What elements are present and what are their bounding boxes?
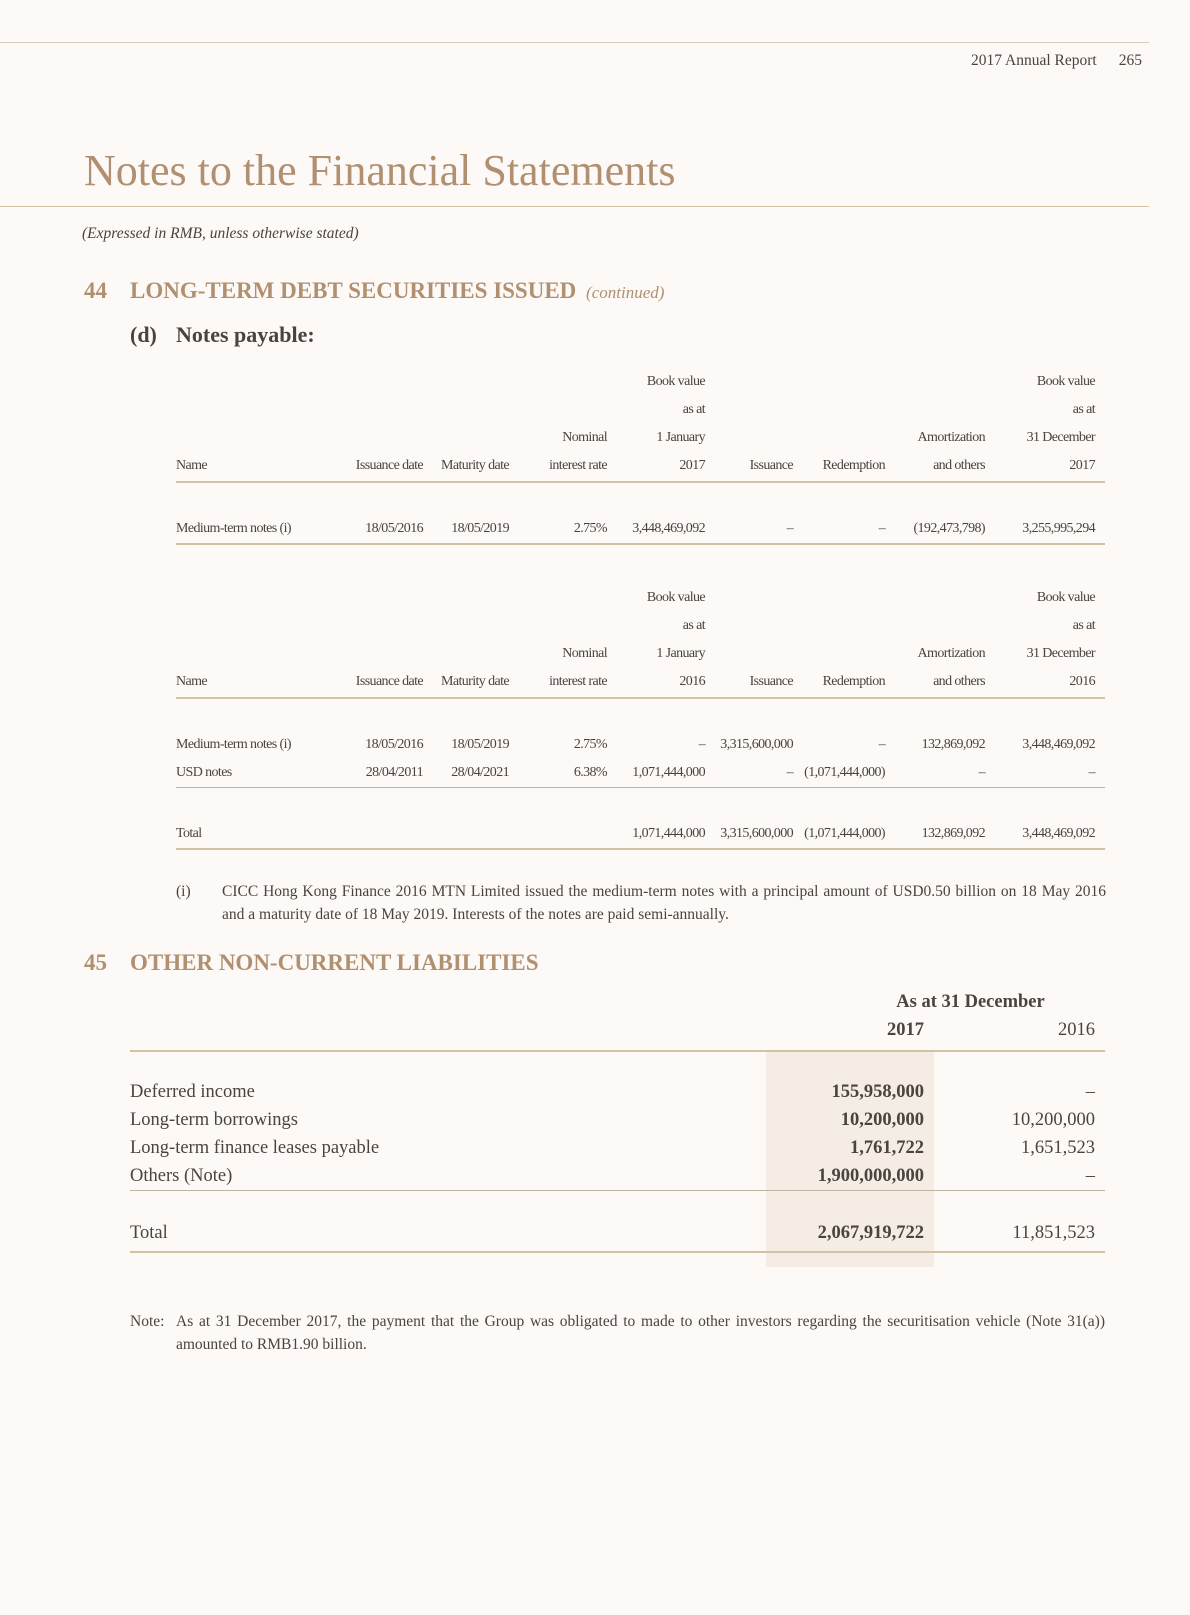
column-header: as at bbox=[682, 618, 705, 633]
table-cell: 1,071,444,000 bbox=[617, 759, 715, 788]
subsection-d-heading bbox=[130, 322, 315, 348]
column-header: Issuance bbox=[715, 446, 803, 482]
value-2017: 1,900,000,000 bbox=[766, 1162, 934, 1191]
total-label: Total bbox=[130, 1191, 766, 1253]
table-cell: 2.75% bbox=[519, 515, 617, 544]
total-cell bbox=[519, 820, 617, 849]
column-header bbox=[351, 606, 433, 634]
column-header: Maturity date bbox=[433, 662, 519, 698]
header-row bbox=[176, 390, 1105, 418]
header-row bbox=[176, 446, 1105, 482]
notes-payable-2017-table bbox=[176, 362, 1105, 545]
total-2016: 11,851,523 bbox=[934, 1191, 1105, 1253]
page-number: 265 bbox=[1118, 52, 1142, 69]
table-body bbox=[176, 482, 1105, 544]
notes-payable-2016-table bbox=[176, 578, 1105, 850]
value-2016: 1,651,523 bbox=[1021, 1137, 1095, 1158]
report-name: 2017 Annual Report bbox=[971, 52, 1097, 69]
page-header bbox=[971, 52, 1142, 70]
footnote-text: CICC Hong Kong Finance 2016 MTN Limited issued the medium-term notes with a principal amount of USD0.50 billion on 18 May 2016 and a maturity date of 18 May 2019. Interests of the notes are paid semi-annually. bbox=[222, 883, 1106, 923]
total-row bbox=[130, 1191, 1105, 1253]
total-cell: 3,315,600,000 bbox=[715, 820, 803, 849]
table-cell: – bbox=[878, 737, 885, 752]
column-header bbox=[176, 390, 351, 418]
table-cell: 18/05/2016 bbox=[365, 737, 423, 752]
footnote-i bbox=[176, 880, 1106, 926]
column-header: as at bbox=[1072, 618, 1095, 633]
title-rule bbox=[0, 206, 1149, 207]
column-header bbox=[715, 418, 803, 446]
column-header bbox=[176, 634, 351, 662]
total-cell bbox=[433, 820, 519, 849]
section-number: 45 bbox=[84, 950, 107, 975]
table-cell: 2.75% bbox=[573, 737, 607, 752]
footnote-tag: (i) bbox=[176, 883, 191, 900]
column-header bbox=[351, 634, 433, 662]
table-cell: – bbox=[698, 737, 705, 752]
section-45-heading bbox=[84, 950, 539, 976]
page-subtitle: (Expressed in RMB, unless otherwise stated) bbox=[82, 225, 359, 242]
column-header: Amortization bbox=[917, 646, 985, 661]
column-header bbox=[351, 418, 433, 446]
table-cell: (1,071,444,000) bbox=[803, 759, 895, 788]
section-44-heading bbox=[84, 278, 664, 304]
column-header bbox=[803, 578, 895, 606]
table-row bbox=[176, 515, 1105, 544]
total-cell: Total bbox=[176, 820, 351, 849]
header-row bbox=[176, 578, 1105, 606]
row-label: Deferred income bbox=[130, 1081, 255, 1102]
header-row bbox=[176, 662, 1105, 698]
column-header bbox=[803, 606, 895, 634]
table-cell: Medium-term notes (i) bbox=[176, 515, 351, 544]
column-header bbox=[176, 362, 351, 390]
column-header bbox=[176, 578, 351, 606]
header-row bbox=[176, 634, 1105, 662]
col-2016-header: 2016 bbox=[934, 1016, 1105, 1051]
column-header: Name bbox=[176, 662, 351, 698]
total-row bbox=[176, 820, 1105, 849]
table-cell: USD notes bbox=[176, 759, 351, 788]
column-header: Issuance bbox=[715, 662, 803, 698]
total-cell: (1,071,444,000) bbox=[803, 820, 895, 849]
note-text: As at 31 December 2017, the payment that the Group was obligated to made to other investors regarding the securitisation vehicle (Note 31(a)) amounted to RMB1.90 billion. bbox=[176, 1313, 1105, 1353]
column-header bbox=[176, 418, 351, 446]
column-header: Redemption bbox=[803, 662, 895, 698]
column-header: Redemption bbox=[803, 446, 895, 482]
column-header bbox=[351, 390, 433, 418]
table-cell: (192,473,798) bbox=[895, 515, 995, 544]
column-header bbox=[715, 634, 803, 662]
total-2017: 2,067,919,722 bbox=[766, 1191, 934, 1253]
table-row bbox=[176, 759, 1105, 788]
table-cell: 18/05/2019 bbox=[433, 515, 519, 544]
table-cell: 28/04/2011 bbox=[351, 759, 433, 788]
column-header: Nominal bbox=[562, 430, 607, 445]
column-header: as at bbox=[682, 402, 705, 417]
column-header bbox=[895, 362, 995, 390]
header-row bbox=[176, 606, 1105, 634]
total-cell bbox=[351, 820, 433, 849]
table-row bbox=[130, 1078, 1105, 1106]
table-cell: 3,448,469,092 bbox=[617, 515, 715, 544]
column-header: 31 December bbox=[1026, 646, 1095, 661]
column-header: 2017 bbox=[617, 446, 715, 482]
note-tag: Note: bbox=[130, 1313, 165, 1330]
col-2017-header: 2017 bbox=[766, 1016, 934, 1051]
column-header bbox=[803, 362, 895, 390]
column-header bbox=[433, 606, 519, 634]
column-header bbox=[895, 390, 995, 418]
row-label: Long-term borrowings bbox=[130, 1109, 299, 1130]
column-header bbox=[433, 418, 519, 446]
table-row bbox=[130, 1162, 1105, 1191]
row-label: Others (Note) bbox=[130, 1162, 766, 1191]
liabilities-note bbox=[130, 1310, 1105, 1356]
value-2017: 10,200,000 bbox=[840, 1109, 924, 1130]
value-2017: 155,958,000 bbox=[831, 1081, 924, 1102]
table-row bbox=[130, 1106, 1105, 1134]
column-header: Book value bbox=[646, 590, 705, 605]
value-2017: 1,761,722 bbox=[850, 1137, 924, 1158]
value-2016: – bbox=[1085, 1081, 1095, 1102]
total-cell: 1,071,444,000 bbox=[617, 820, 715, 849]
column-header: Book value bbox=[646, 374, 705, 389]
total-cell: 132,869,092 bbox=[895, 820, 995, 849]
column-header bbox=[519, 390, 617, 418]
value-2016: – bbox=[934, 1162, 1105, 1191]
column-header bbox=[803, 390, 895, 418]
column-header bbox=[715, 578, 803, 606]
column-header bbox=[715, 606, 803, 634]
column-header: Amortization bbox=[917, 430, 985, 445]
table-cell: – bbox=[995, 759, 1105, 788]
column-header bbox=[519, 362, 617, 390]
column-header: 1 January bbox=[656, 430, 705, 445]
column-header: 1 January bbox=[656, 646, 705, 661]
column-header: Issuance date bbox=[351, 662, 433, 698]
column-header bbox=[351, 362, 433, 390]
column-header: 31 December bbox=[1026, 430, 1095, 445]
table-cell: 18/05/2019 bbox=[451, 737, 509, 752]
table-header bbox=[176, 578, 1105, 698]
column-header bbox=[895, 606, 995, 634]
column-header bbox=[433, 578, 519, 606]
column-header: and others bbox=[895, 446, 995, 482]
header-row bbox=[176, 418, 1105, 446]
column-header: interest rate bbox=[519, 662, 617, 698]
table-row bbox=[176, 731, 1105, 759]
page-title: Notes to the Financial Statements bbox=[84, 146, 676, 195]
table-cell: 18/05/2016 bbox=[351, 515, 433, 544]
other-liabilities-table bbox=[130, 988, 1105, 1253]
top-rule bbox=[0, 42, 1149, 43]
column-header: Name bbox=[176, 446, 351, 482]
section-title: OTHER NON-CURRENT LIABILITIES bbox=[130, 950, 539, 975]
table-cell: – bbox=[803, 515, 895, 544]
section-title: LONG-TERM DEBT SECURITIES ISSUED bbox=[130, 278, 577, 303]
table-cell: – bbox=[895, 759, 995, 788]
column-header: Maturity date bbox=[433, 446, 519, 482]
column-header: Book value bbox=[1036, 590, 1095, 605]
as-at-header: As at 31 December bbox=[896, 991, 1045, 1012]
table-cell: – bbox=[715, 759, 803, 788]
table-cell: 28/04/2021 bbox=[433, 759, 519, 788]
column-header: Nominal bbox=[562, 646, 607, 661]
table-cell: 6.38% bbox=[519, 759, 617, 788]
continued-label: (continued) bbox=[586, 283, 665, 302]
table-cell: 3,255,995,294 bbox=[995, 515, 1105, 544]
table-body bbox=[176, 698, 1105, 849]
column-header bbox=[519, 606, 617, 634]
column-header: 2017 bbox=[995, 446, 1105, 482]
column-header: and others bbox=[895, 662, 995, 698]
subsection-title: Notes payable: bbox=[176, 322, 315, 347]
column-header bbox=[433, 634, 519, 662]
section-number: 44 bbox=[84, 278, 107, 303]
total-cell: 3,448,469,092 bbox=[995, 820, 1105, 849]
table-cell: 3,315,600,000 bbox=[720, 737, 793, 752]
table-header bbox=[176, 362, 1105, 482]
table-cell: 132,869,092 bbox=[921, 737, 985, 752]
column-header: interest rate bbox=[519, 446, 617, 482]
table-cell: 3,448,469,092 bbox=[1022, 737, 1095, 752]
column-header bbox=[351, 578, 433, 606]
column-header bbox=[715, 390, 803, 418]
table-cell: Medium-term notes (i) bbox=[176, 737, 291, 752]
column-header: as at bbox=[1072, 402, 1095, 417]
column-header bbox=[519, 578, 617, 606]
table-row bbox=[130, 1134, 1105, 1162]
column-header bbox=[803, 418, 895, 446]
column-header: 2016 bbox=[617, 662, 715, 698]
value-2016: 10,200,000 bbox=[1011, 1109, 1095, 1130]
column-header bbox=[715, 362, 803, 390]
column-header: Book value bbox=[1036, 374, 1095, 389]
column-header bbox=[803, 634, 895, 662]
column-header: Issuance date bbox=[351, 446, 433, 482]
row-label: Long-term finance leases payable bbox=[130, 1137, 380, 1158]
header-row bbox=[176, 362, 1105, 390]
column-header bbox=[433, 390, 519, 418]
column-header: 2016 bbox=[995, 662, 1105, 698]
column-header bbox=[433, 362, 519, 390]
column-header bbox=[895, 578, 995, 606]
subsection-letter: (d) bbox=[130, 322, 157, 347]
column-header bbox=[176, 606, 351, 634]
table-cell: – bbox=[715, 515, 803, 544]
